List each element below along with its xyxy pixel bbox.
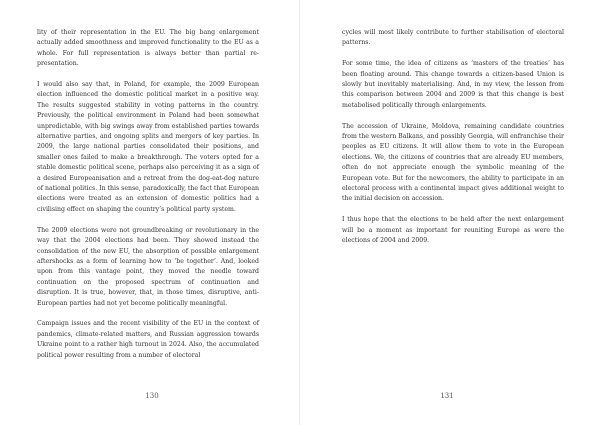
paragraph: I thus hope that the elections to be held after the next enlargement will be a moment as important for reuniting Europe as were the elections of 2004 and 2009. <box>342 216 564 245</box>
paragraph: I would also say that, in Poland, for example, the 2009 European election influenced the domestic political market in a positive way. The results suggested stability in voting patterns in the country. Previously, the political environment in Poland had been somewhat unpredictable, with big swings away from established parties towards alternative parties, and ongoing splits and mergers of key parties. In 2009, the large national parties consolidated their positions, and smaller ones failed to make a breakthrough. The voters opted for a stable domestic political scene, perhaps also perceiving it as a sign of a desired Europeanisation and a retreat from the dog-eat-dog nature of national politics. In this sense, paradoxically, the fact that European elections were treated as an extension of domestic politics had a civilising effect on shaping the country’s political party system. <box>37 81 259 213</box>
paragraph: Campaign issues and the recent visibility of the EU in the context of pandemics, climate-related matters, and Russian aggression towards Ukraine point to a rather high turnout in 2024. Also, the accumulated political power resulting from a number of electoral <box>37 320 259 359</box>
paragraph: cycles will most likely contribute to further stabilisation of electoral patterns. <box>342 29 564 47</box>
page-number-left: 130 <box>145 392 159 400</box>
paragraph: The 2009 elections were not groundbreaking or revolutionary in the way that the 2004 elections had been. They showed instead the consolidation of the new EU, the absorption of possible enlargement aftershocks as a form of learning how to ‘be together’. And, looked upon from this vantage point, they moved the needle toward continuation on the proposed spectrum of continuation and disruption. It is true, however, that, in those times, disruptive, anti-European parties had not yet become politically meaningful. <box>37 226 259 307</box>
page-number-right: 131 <box>440 392 454 400</box>
right-page-text <box>342 28 564 246</box>
paragraph: lity of their representation in the EU. The big bang enlargement actually added smoothness and improved functionality to the EU as a whole. For full representation is always better than partial representation. <box>37 29 259 68</box>
paragraph: For some time, the idea of citizens as ‘masters of the treaties’ has been floating around. This change towards a citizen-based Union is slowly but inevitably materialising. And, in my view, the lesson from this comparison between 2004 and 2009 is that this change is best metabolised politically through enlargements. <box>342 60 564 109</box>
right-page <box>300 0 600 425</box>
paragraph: The accession of Ukraine, Moldova, remaining candidate countries from the western Balkans, and possibly Georgia, will enfranchise their peoples as EU citizens. It will allow them to vote in the European elections. We, the citizens of countries that are already EU members, often do not appreciate enough the symbolic meaning of the European vote. But for the newcomers, the ability to participate in an electoral process with a continental impact gives additional weight to the initial decision on accession. <box>342 122 564 203</box>
left-page-text <box>37 28 259 361</box>
